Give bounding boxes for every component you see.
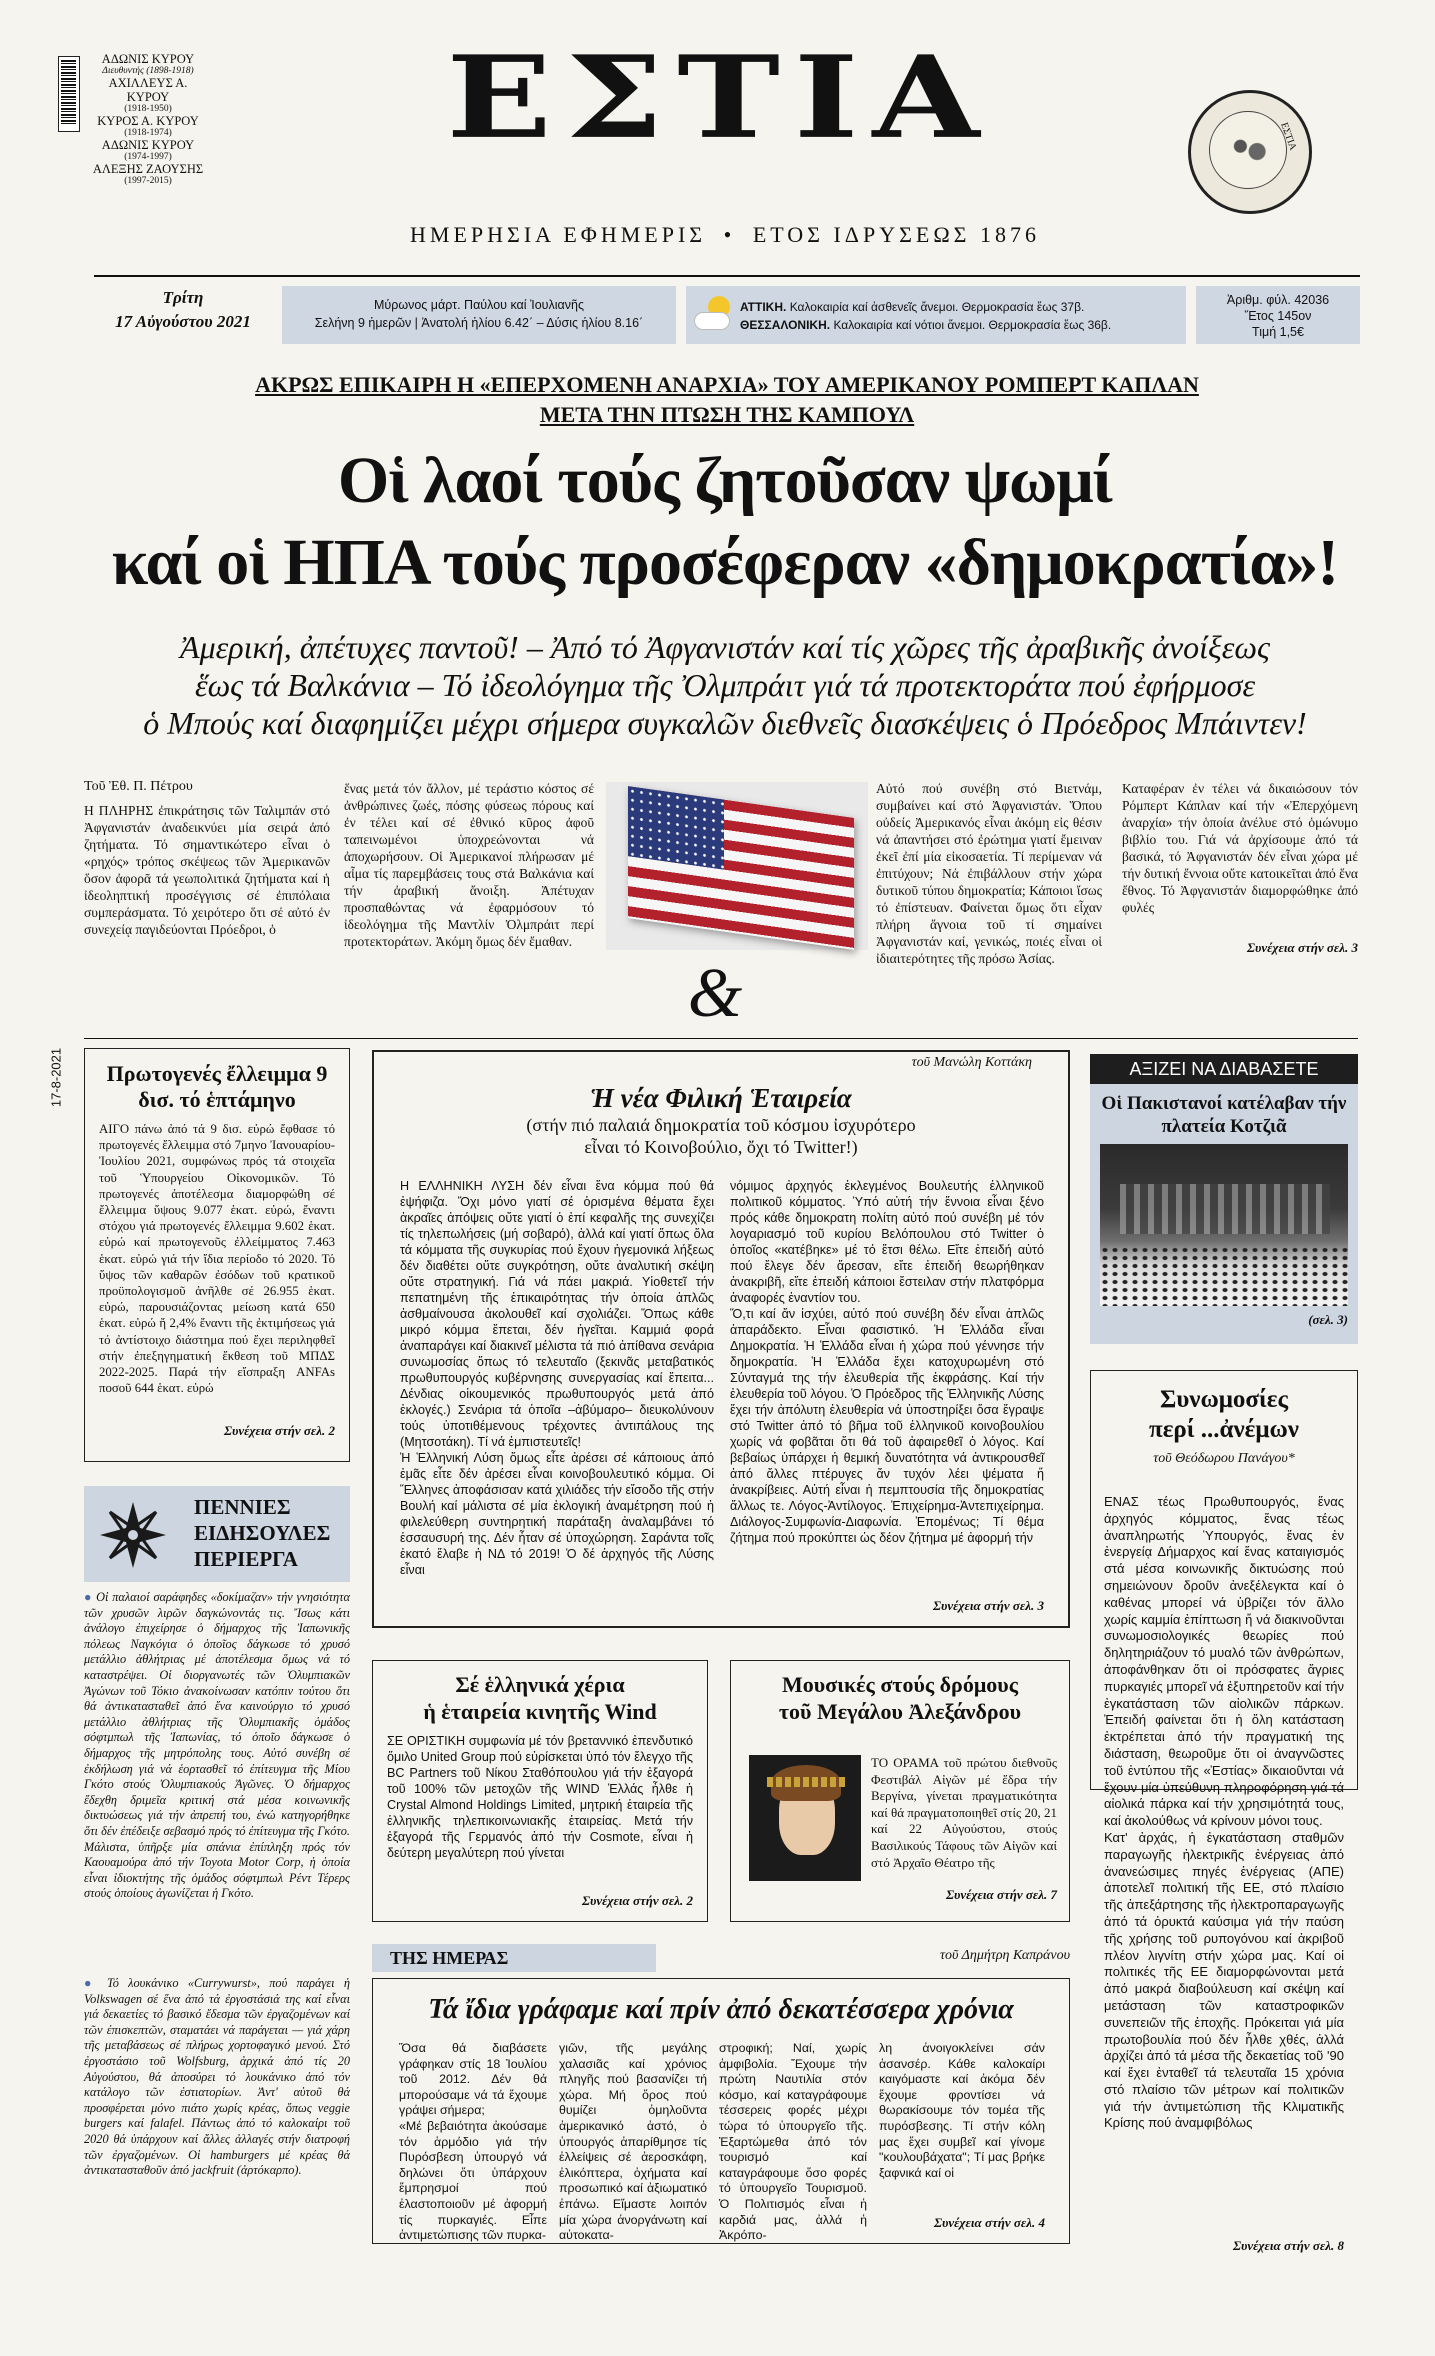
worth-headline: Οἱ Πακιστανοί κατέλαβαν τήν πλατεία Κοτζιᾶ (1101, 1093, 1347, 1137)
music-body: ΤΟ ΟΡΑΜΑ τοῦ πρώτου διεθνοῦς Φεστιβάλ Αἰγῶν μέ ἕδρα τήν Βεργίνα, γίνεται πραγματικότητα καί θά πραγματοποιηθεῖ στίς 20, 21 καί 22 Αὐγούστου, στούς Βασιλικούς Τάφους τῶν Αἰγῶν καί στό Ἀρχαῖο Θέατρο τῆς (871, 1755, 1057, 1870)
wind-headline: Σέ ἑλληνικά χέρια ἡ ἑταιρεία κινητῆς Wind (423, 1672, 657, 1724)
today-headline: Τά ἴδια γράφαμε καί πρίν ἀπό δεκατέσσερα χρόνια (428, 1994, 1014, 2025)
today-byline: τοῦ Δημήτρη Καπράνου (940, 1948, 1070, 1963)
deficit-headline: Πρωτογενές ἔλλειμμα 9 δισ. τό ἑπτάμηνο (106, 1061, 328, 1112)
alexander-portrait-image (749, 1755, 861, 1881)
deficit-continued[interactable]: Συνέχεια στήν σελ. 2 (224, 1423, 335, 1438)
lead-col-3: Αὐτό πού συνέβη στό Βιετνάμ, συμβαίνει καί στό Ἀφγανιστάν. Ὅπου οὐδείς Ἀμερικανός εἶναι ἀκόμη εἰς θέσιν νά ἀπαντήσει στό ἐρώτημα γιατί ἔμειναν ἐκεῖ ἐπί μία εἰκοσαετία. Τί περίμεναν νά ἐπιτύχουν; Νά ἐπιβάλλουν στήν χώρα δυτικοῦ τύπου δημοκρατία; Κάποιοι ἴσως τό ἐπίστευαν. Φαίνεται ὅμως ὅτι εἶχαν πλήρη ἄγνοια τοῦ τί σημαίνει Ἀφγανιστάν καί, γενικώς, ποιές εἶναι οἱ ἰδιαιτερότητες τῆς πρόσω Ἀσίας. (876, 781, 1102, 966)
music-headline: Μουσικές στούς δρόμους τοῦ Μεγάλου Ἀλεξάνδρου (778, 1672, 1022, 1724)
lead-col-2: ἕνας μετά τόν ἄλλον, μέ τεράστιο κόστος σέ ἀνθρώπινες ζωές, πόσης φύσεως πόρους καί ἐν τέλει καί σέ ἐθνικό κῦρος ἀφοῦ ταπεινωμένοι ὑποχρεώνονται νά ἀποχωρήσουν. Οἱ Ἀμερικανοί πλήρωσαν μέ αἷμα τίς παρεμβάσεις τους στά Βαλκάνια καί τήν ἀραβική ἄνοιξη. Ἀπέτυχαν προσπαθώντας νά ἐφαρμόσουν τό ἰδεολόγημα τῆς Μαντλίν Ὀλμπράιτ περί προτεκτοράτων. Ἀκόμη ὅμως δέν ἔμαθαν. (344, 781, 594, 949)
founders-box (58, 56, 80, 132)
filiki-col-1: Η ΕΛΛΗΝΙΚΗ ΛΥΣΗ δέν εἶναι ἕνα κόμμα πού θά ἐψήφιζα. Ὄχι μόνο γιατί σέ ὁρισμένα θέματα ἔχει ἀκραῖες ἀπόψεις οὔτε γιατί ὁ ἐπί κεφαλῆς της συνεχίζει τίς τηλεπωλήσεις (μή σοβαρό), ἀλλά καί γιατί ὅπως ὅλα τά κόμματα τῆς συγκυρίας πού ἔχουν ἡγεμονικά λήξεως δέν διαθέτει οὔτε συγκρότηση, οὔτε ἀναλυτική σκέψη οὔτε στρατηγική. Γιά νά πάει μακριά. Υἱοθετεῖ τήν πεπατημένη τῆς ἐπικαιρότητας τήν ὁποία ἀπλῶς ἀσθμαίνουσα ἀκολουθεῖ καί σχολιάζει. Ὅπως κάθε μικρό κόμμα ἕπεται, δέν ἡγεῖται. Καμμιά φορά ἀναπαράγει καί διακινεῖ μέλιστα τά πιό ἀπίθανα σενάρια συνωμοσίας ὅπως τό τελευταῖο (ξεκινᾶς μεταβατικός πρωθυπουργός κυβέρνησης συνεργασίας καί ἔπειτα... Δένδιας οἰκουμενικός πρωθυπουργός μετά ἀπό ἐκλογές.) Σενάρια τά ὁποῖα –ἀβύμαρο– διευκολύνουν τούς ὑποτιθέμενους τρέχοντες ἀντιπάλους της (Μητσοτάκη). Τί νά ἐμπιστευτεῖς! Ἡ Ἑλληνική Λύση ὅμως εἶτε ἀρέσει σέ κάποιους ἀπό ἐμᾶς εἶτε δέν ἀρέσει εἶναι κοινοβουλευτικό κόμμα. Οἱ Ἕλληνες ἀποφάσισαν κατά χιλιάδες τήν εἴσοδο τῆς στήν Βουλή καί μάλιστα σέ μία ἐκλογική ἀναμέτρηση πού ἡ φιλελεύθερη συντηρητική παράταξη ἀναλαμβάνει τό ἑσσαυσυρή της. Δέν ἦταν σέ ὑποχώρηση. Σαράντα τοῖς ἑκατό ἔλαβε ἡ ΝΔ τό 2019! Ὁ δέ ἀρχηγός τῆς Λύσης εἶναι (400, 1179, 714, 1577)
filiki-headline: Ἡ νέα Φιλική Ἑταιρεία (590, 1083, 852, 1113)
founders-list: ΑΔΩΝΙΣ ΚΥΡΟΥ Διευθυντής (1898-1918) ΑΧΙΛΛΕΥΣ Α. ΚΥΡΟΥ (1918-1950) ΚΥΡΟΣ Α. ΚΥΡΟΥ (1918-1974) ΑΔΩΝΙΣ ΚΥΡΟΥ (1974-1997) ΑΛΕΞΗΣ ΖΑΟΥΣΗΣ (1997-2015) (92, 52, 204, 186)
deficit-body: ΑΙΓΟ πάνω ἀπό τά 9 δισ. εὐρώ ἔφθασε τό πρωτογενές ἔλλειμμα στό 7μηνο Ἰανουαρίου-Ἰουλίου 2021, συμφώνως πρός τά στοιχεῖα τοῦ Ὑπουργείου Οἰκονομικῶν. Τό πρωτογενές ἀποτέλεσμα διαμορφώθη σέ ἔλλειμμα ὕψους 9.077 ἑκατ. εὐρώ, ἔναντι στόχου γιά πρωτογενές ἔλλειμμα 9.602 ἑκατ. εὐρώ καί πρωτογενοῦς ἐλλείμματος 7.463 ἑκατ. εὐρώ γιά τήν ἴδια περίοδο τό 2020. Τό ὕψος τῶν καθαρῶν ἐσόδων τοῦ κρατικοῦ προϋπολογισμοῦ ἀνῆλθε σέ 26.955 ἑκατ. εὐρώ, παρουσιάζοντας μείωση κατά 650 ἑκατ. εὐρώ ἤ 2,4% ἔναντι τῆς ἐκτιμήσεως γιά τό ἀντίστοιχο διάστημα πού ἔχει περιληφθεῖ στήν ἐπεξηγηματική ἔκθεση τοῦ ΜΠΔΣ 2022-2025. Παρά τήν εἴσπραξη ANFAs ποσοῦ 644 ἑκατ. εὐρώ (99, 1122, 335, 1396)
wind-article (372, 1660, 708, 1922)
calendar-block: Μύρωνος μάρτ. Παύλου καί Ἰουλιανῆς Σελήνη 9 ἡμερῶν | Ἀνατολή ἡλίου 6.42΄ – Δύσις ἡλίου 8.16΄ (282, 286, 676, 344)
side-date: 17-8-2021 (48, 1047, 64, 1108)
barcode-icon (61, 60, 76, 126)
laurel-wreath-icon (767, 1777, 847, 1787)
flag-stars-icon (628, 786, 724, 869)
filiki-article (372, 1050, 1070, 1628)
lead-continued[interactable]: Συνέχεια στήν σελ. 3 (1247, 940, 1358, 955)
ampersand-ornament: & (687, 955, 743, 1032)
lead-kicker: ΑΚΡΩΣ ΕΠΙΚΑΙΡΗ Η «ΕΠΕΡΧΟΜΕΝΗ ΑΝΑΡΧΙΑ» ΤΟΥ ΑΜΕΡΙΚΑΝΟΥ ΡΟΜΠΕΡΤ ΚΑΠΛΑΝ ΜΕΤΑ ΤΗΝ ΠΤΩΣΗ ΤΗΣ ΚΑΜΠΟΥΛ (255, 372, 1199, 427)
music-continued[interactable]: Συνέχεια στήν σελ. 7 (946, 1887, 1057, 1902)
filiki-subhead: (στήν πιό παλαιά δημοκρατία τοῦ κόσμου ἰσχυρότερο εἶναι τό Κοινοβούλιο, ὄχι τό Twitter!) (526, 1115, 916, 1157)
filiki-col-2: νόμιμος ἀρχηγός ἐκλεγμένος Βουλευτής ἑλληνικοῦ πολιτικοῦ κόμματος. Ὑπό αὐτή τήν ἔννοια εἶναι ξένο πρός κάθε δημοκρατη πολίτη αὐτό πού συνέβη μέ τόν λογαριασμό τοῦ κυρίου Βελόπουλου στό Twitter ὁ ὁποῖος «κατέβηκε» μέ τό ἔτσι θέλω. Εἴτε ἐπειδή αὐτό πού ἔλεγε δέν ἄρεσαν, εἴτε ἐπειδή θεωρήθηκαν ἀνακριβῆ, εἴτε ἐπειδή κάποιοι ἔστειλαν στήν πλατφόρμα ἀναφορές ἐναντίον του. Ὅ,τι καί ἄν ἰσχύει, αὐτό πού συνέβη δέν εἶναι ἁπλῶς ἀπαράδεκτο. Εἶναι φασιστικό. Ἡ Ἑλλάδα εἶναι Δημοκρατία. Ἡ Ἑλλάδα εἶναι ἡ χώρα πού γέννησε τήν δημοκρατία. Ἡ Ἑλλάδα ἔχει κατοχυρωμένη στό Σύνταγμά της τήν ἐλευθερία τῆς ἐκφράσης. Καί τήν ἐλευθερία τοῦ λόγου. Ὁ Πρόεδρος τῆς Ἑλληνικῆς Λύσης ἔχει τήν ἀπόλυτη ἐλευθερία νά ὑποστηρίξει ὅσα ἔγραψε στό Twitter ἀπό τό βῆμα τοῦ ἑλληνικοῦ κοινοβουλίου χωρίς νά φοβᾶται ὅτι θά τοῦ ἀφαιρεθεῖ ὁ λόγος. Καί βεβαίως ὑπάρχει ἡ θεμική δυνατότητα νά ἀντικρουσθεῖ ἀπό ἄλλες πτέρυγες ἄν τυχόν λέει ψέματα ἤ ἀνακρίβειες. Αὐτή εἶναι ἡ πεμπτουσία τῆς δημοκρατίας ἄλλως τε. Λόγος-Ἀντίλογος. Ἐπιχείρημα-Ἀντεπιχείρημα. Διάλογος-Συμφωνία-Διαφωνία. Ἐπομένως; Τί θέμα ζήτημα πού προκύπτει ὡς δέον ζήτημα μέ ἀφορμή τήν (730, 1179, 1044, 1545)
weather-block: ΑΤΤΙΚΗ. Καλοκαιρία καί ἀσθενεῖς ἄνεμοι. Θερμοκρασία ἕως 37β. ΘΕΣΣΑΛΟΝΙΚΗ. Καλοκαιρία καί νότιοι ἄνεμοι. Θερμοκρασία ἕως 36β. (686, 286, 1186, 344)
music-article (730, 1660, 1070, 1922)
pennies-item-1: ● Οἱ παλαιοί σαράφηδες «δοκίμαζαν» τήν γνησιότητα τῶν χρυσῶν λιρῶν δαγκώνοντάς τις. Ἴσως κάτι ἀνάλογο ἐπιχείρησε ὁ δήμαρχος τῆς Ἰαπωνικῆς πόλεως Ναγκόγια ὁ ὁποῖος δάγκωσε τό χρυσό μετάλλιο ἀθλήτριας μέ ἀποτέλεσμα ὅμως νά τό καταστρέψει. Οἱ διοργανωτές τῶν Ὀλυμπιακῶν Ἀγώνων τοῦ Τόκιο ἀνακοίνωσαν κατόπιν τούτου ὅτι θά ἀντικατασταθεῖ ἀπό ἕνα καινούργιο τό χρυσό μετάλλιο ἀθλήτριας τῆς Ὀλυμπιακῆς ὁμάδος σόφτμπωλ τῆς Ἰαπωνίας, τό ὁποῖο δάγκωσε ὁ δήμαρχος τῆς μητρόπολης τους. Αὐτό συνέβη σέ ἐκδήλωση γιά νά ἑορτασθεῖ τό ἐπίτευγμα τῆς Μίου Γκότο στούς Ὀλυμπιακούς Ἀγῶνες. Ὁ δήμαρχος ἔδεχθη δριμεῖα κριτική στά μέσα κοινωνικῆς δικτυώσεως γιά τήν ἀπρεπή του, ἐνώ κατηγορήθηκε ὅτι δέν ἐπέδειξε σεβασμό πρός τό ἐπίτευγμα τῆς Γκότο. Μάλιστα, ὑπῆρξε μία σπάνια ἐπίπληξη πρός τόν Καουαμούρα ἀπό τήν Toyota Motor Corp, ἡ ὁποία εἶναι ἰδιοκτήτης τῆς ὁμάδος σόφτμπωλ Ρέντ Τέρερς στούς ὁποίους ἀγωνίζεται ἡ Γκότο. (84, 1590, 350, 1901)
masthead-divider (94, 275, 1360, 277)
worth-box[interactable] (1090, 1084, 1358, 1344)
section-divider (84, 1038, 1358, 1039)
masthead-subtitle: ΗΜΕΡΗΣΙΑ ΕΦΗΜΕΡΙΣ • ΕΤΟΣ ΙΔΡΥΣΕΩΣ 1876 (410, 222, 1040, 247)
masthead-title: ΕΣΤΙΑ (446, 30, 994, 164)
deficit-article (84, 1048, 350, 1462)
today-col-1: Ὅσα θά διαβάσετε γράφηκαν στίς 18 Ἰουλίου τοῦ 2012. Δέν θά μπορούσαμε νά τά ἔχουμε γράψει σήμερα; «Μέ βεβαιότητα ἀκούσαμε τόν ἁρμόδιο γιά τήν Πυρόσβεση ὑπουργό νά δηλώνει ὅτι ὑπάρχουν ἔμπρησμοί πού ἐλαστοποιοῦν μέ ἀφορμή τίς πυρκαγιές. Εἶπε ἀντιμετώπισης τῶν πυρκα- (399, 2041, 547, 2243)
lead-deck: Ἀμερική, ἀπέτυχες παντοῦ! – Ἀπό τό Ἀφγανιστάν καί τίς χῶρες τῆς ἀραβικῆς ἀνοίξεως ἕως τά Βαλκάνια – Τό ἰδεολόγημα τῆς Ὀλμπράιτ γιά τά προτεκτοράτα πού ἐφήρμοσε ὁ Μπούς καί διαφημίζει μέχρι σήμερα συγκαλῶν διεθνεῖς διασκέψεις ὁ Πρόεδρος Μπάιντεν! (143, 629, 1307, 741)
today-continued[interactable]: Συνέχεια στήν σελ. 4 (934, 2215, 1045, 2230)
filiki-continued[interactable]: Συνέχεια στήν σελ. 3 (933, 1598, 1044, 1613)
date-block: Τρίτη 17 Αὐγούστου 2021 (115, 288, 251, 331)
conspiracies-byline: τοῦ Θεόδωρου Πανάγου* (1153, 1451, 1295, 1466)
conspiracies-continued[interactable]: Συνέχεια στήν σελ. 8 (1233, 2238, 1344, 2253)
worth-caption: (σελ. 3) (1308, 1312, 1348, 1327)
today-col-2: γιῶν, τῆς μεγάλης χαλασιᾶς καί χρόνιος πληγῆς πού βασανίζει τή χώρα. Μή ὅρος πού θυμίζει ὁμηλοῦντα ἀμερικανικό ἀστό, ὁ ὑπουργός ἀπαρίθμησε τίς ἐλλείψεις σέ ἀεροσκάφη, ἐλικόπτερα, ὀχήματα καί προσωπικό καί ἀξιωματικό ἐπάνω. Εἴμαστε λοιπόν μία χώρα ἀνοργάνωτη καί αὐτοκατα- (559, 2041, 707, 2243)
lead-headline: Οἱ λαοί τούς ζητοῦσαν ψωμί καί οἱ ΗΠΑ τούς προσέφεραν «δημοκρατία»! (111, 444, 1339, 599)
today-col-4: λη ἀνοιγοκλείνει σάν ἀσανσέρ. Κάθε καλοκαίρι καιγόμαστε καί ἀκόμα δέν ἔχουμε φροντίσει νά θωρακίσουμε τόν τομέα τῆς πυρόσβεσης. Τί στήν κόλη μας ἔχει συμβεῖ καί γίνομε "κουλουβάχατα"; Τί μας βρήκε ξαφνικά καί οἱ (879, 2041, 1045, 2180)
pennies-item-2: ● Τό λουκάνικο «Currywurst», πού παράγει ἡ Volkswagen σέ ἕνα ἀπό τά ἐργοστάσιά της καί εἶναι γιά δεκαετίες τό βασικό ἔδεσμα τῶν ἐργαζομένων καί τῶν ἐπισκεπτῶν, σταματάει νά παράγεται — γιά χάρη τῆς μεταβάσεως σέ πλήρως χορτοφαγικό μενού. Στό ἐργοστάσιο τοῦ Wolfsburg, ἀρχικά ἀπό τίς 20 Αὐγούστου, θά ἀποσύρει τό λουκάνικο ἀπό τόν κατάλογο τῶν ἐστιατορίων. Ἀντ' αὐτοῦ θά προσφέρεται μόνο πιάτο χωρίς κρέας, ὅπως veggie burgers καί falafel. Πάντως ἀπό τό καλοκαίρι τοῦ 2020 θά ὑπάρχουν καί ἄλλες ἀλλαγές στήν διατροφή τῶν ἐργαζομένων. Οἱ hamburgers μέ κρέας θά ἀντικατασταθοῦν ἀπό jackfruit (ἀρτόκαρπο). (84, 1976, 350, 2178)
compass-rose-icon (98, 1500, 168, 1570)
pennies-header: ΠΕΝΝΙΕΣ ΕΙΔΗΣΟΥΛΕΣ ΠΕΡΙΕΡΓΑ (84, 1486, 350, 1582)
seal-figures-icon (1209, 111, 1287, 189)
issue-block: Ἀριθμ. φύλ. 42036 Ἔτος 145ον Τιμή 1,5€ (1196, 286, 1360, 344)
us-flag-image (606, 782, 868, 950)
today-article (372, 1978, 1070, 2244)
filiki-byline: τοῦ Μανώλη Κοττάκη (911, 1055, 1032, 1070)
conspiracies-headline: Συνωμοσίες περί ...ἀνέμων (1149, 1386, 1299, 1443)
wind-continued[interactable]: Συνέχεια στήν σελ. 2 (582, 1893, 693, 1908)
masthead-seal (1188, 90, 1312, 214)
square-photo (1100, 1144, 1348, 1306)
lead-byline: Τοῦ Ἐθ. Π. Πέτρου (84, 779, 193, 794)
sun-cloud-icon (694, 296, 734, 334)
worth-label: ΑΞΙΖΕΙ ΝΑ ΔΙΑΒΑΣΕΤΕ (1090, 1054, 1358, 1084)
wind-body: ΣΕ ΟΡΙΣΤΙΚΗ συμφωνία μέ τόν βρεταννικό ἐπενδυτικό ὅμιλο United Group πού εὑρίσκεται ὑπό τόν ἔλεγχο τῆς BC Partners τοῦ Νίκου Σταθόπουλου γιά τήν ἐξαγορά τοῦ 100% τῶν μετοχῶν τῆς WIND Ἑλλάς ἦλθε ἡ Crystal Almond Holdings Limited, μητρική ἑταιρεία τῆς ἑλληνικῆς τηλεπικοινωνιακῆς ἑταιρείας. Μετά τήν ἐξαγορά τῆς Γερμανός ἀπό τήν Cosmote, εἶναι ἡ δεύτερη μεγαλύτερη πού γίνεται (387, 1734, 693, 1860)
lead-col-1: Η ΠΛΗΡΗΣ ἐπικράτησις τῶν Ταλιμπάν στό Ἀφγανιστάν ἀναδεικνύει μία σειρά ἀπό ζητήματα. Τό σημαντικώτερο εἶναι ὁ «ρηχός» τρόπος σκέψεως τῶν Ἀμερικανῶν ὅσον ἀφορᾶ τά γεωπολιτικά ζητήματα καί ἡ ἰδεοληπτική προσέγγισις σέ ἐπιπόλαια συμπεράσματα. Τό χειρότερο ὅτι σέ αὐτό ἐν συνεχείᾳ παγιδεύονται Πρόεδροι, ὁ (84, 803, 330, 937)
lead-col-4: Καταφέραν ἐν τέλει νά δικαιώσουν τόν Ρόμπερτ Κάπλαν καί τήν «Ἐπερχόμενη ἀναρχία» τήν ὁποία ἀνέλυε στό ὁμώνυμο βιβλίο του. Γιά νά ἀρχίσουμε ἀπό τά βασικά, τό Ἀφγανιστάν δέν εἶναι χώρα μέ τήν δυτική ἔννοια οὔτε κατοικεῖται ἀπό ἕνα ἔθνος. Τό Ἀφγανιστάν διαμορφώθηκε ἀπό φυλές (1122, 781, 1358, 915)
conspiracies-body: ΕΝΑΣ τέως Πρωθυπουργός, ἕνας ἀρχηγός κόμματος, ἕνας τέως ἀναπληρωτής Ὑπουργός, ἕνας ἐν ἐνεργείᾳ Δήμαρχος καί ἕνας καταιγισμός στά μέσα κοινωνικῆς δικτυώσης πού σημειώνουν δροῦν ἀνεξέλεγκτα καί ὁ καθένας μπορεί νά ὑβρίζει τόν ἄλλο χωρίς καμμία ἐπίπτωση ἤ νά διακινοῦνται συνωμοσιολογικές θεωρίες πού δηλητηριάζουν τό μυαλό τῶν ἀνθρώπων, ἀποφάνθηκαν ὅτι οἱ πρόσφατες ἄγριες πυρκαγιές μπορεῖ νά ἐξυπηρετοῦν καί τήν ἐγκατάσταση τῶν αἰολικῶν πάρκων. Ἐπειδή φαίνεται ὅτι ἡ ὅλη κατάσταση ἐκτρέπεται ἀπό τήν πραγματική της διάσταση, θεωροῦμε ὅτι οἱ ἀναγνῶστες τοῦ ἐντύπου τῆς «Ἑστίας» δικαιοῦνται νά ἔχουν μία ὑπεύθυνη πληροφόρηση γιά τά αἰολικά πάρκα καί τήν χρησιμότητά τους, καί ἀκολούθως νά κρίνουν μόνοι τους. Κατ' ἀρχάς, ἡ ἐγκατάσταση σταθμῶν παραγωγῆς ἠλεκτρικῆς ἐνέργειας ἀπό ἀνανεώσιμες πηγές ἐνέργειας (ΑΠΕ) ἀποτελεῖ πολιτική τῆς ΕΕ, στό πλαίσιο τῆς ἀπεξάρτησης τῆς ἠλεκτροπαραγωγῆς ἀπό τά ὀρυκτά καύσιμα γιά τήν παύση τῆς χρήσης τοῦ ρυπογόνου καί ἀκριβοῦ πλέον λιγνίτη στήν χώρα μας. Καί οἱ πολιτικές τῆς ΕΕ διαμορφώνονται μετά ἀπό μακρά διαβούλευση καί σκέψη καί μετάσταση τῶν καταστροφικῶν συνεπειῶν τῆς ἐποχῆς. Πρόκειται γιά μία πρωτοβουλία πού δέν ἦλθε χθές, ἀλλά ἀρχίζει ἀπό τά μέσα τῆς δεκαετίας τοῦ '90 καί ἔχει ἐνταθεῖ τά τελευταῖα 15 χρόνια στό πλαίσιο τῶν μέτρων καί πολιτικῶν γιά τήν ἀντιμετώπιση τῆς Κλιματικῆς Κρίσης πού ἀναμφιβόλως (1104, 1494, 1344, 2131)
today-label: ΤΗΣ ΗΜΕΡΑΣ (372, 1944, 656, 1972)
seal-text: ΕΣΤΙΑ (1278, 121, 1299, 152)
today-col-3: στροφική; Ναί, χωρίς ἀμφιβολία. Ἔχουμε τήν πρώτη Ναυτιλία στόν κόσμο, καί καταγράφουμε τέσσερεις φορές μέχρι τώρα τό ὑπουργεῖο τῆς. Ἐξαρτώμεθα ἀπό τόν τουρισμό καί καταγράφουμε ὅσο φορές τό ὑπουργεῖο Τουρισμοῦ. Ὁ Πολιτισμός εἶναι ἡ καρδιά μας, ἀλλά ἡ Ἀκρόπο- (719, 2041, 867, 2243)
